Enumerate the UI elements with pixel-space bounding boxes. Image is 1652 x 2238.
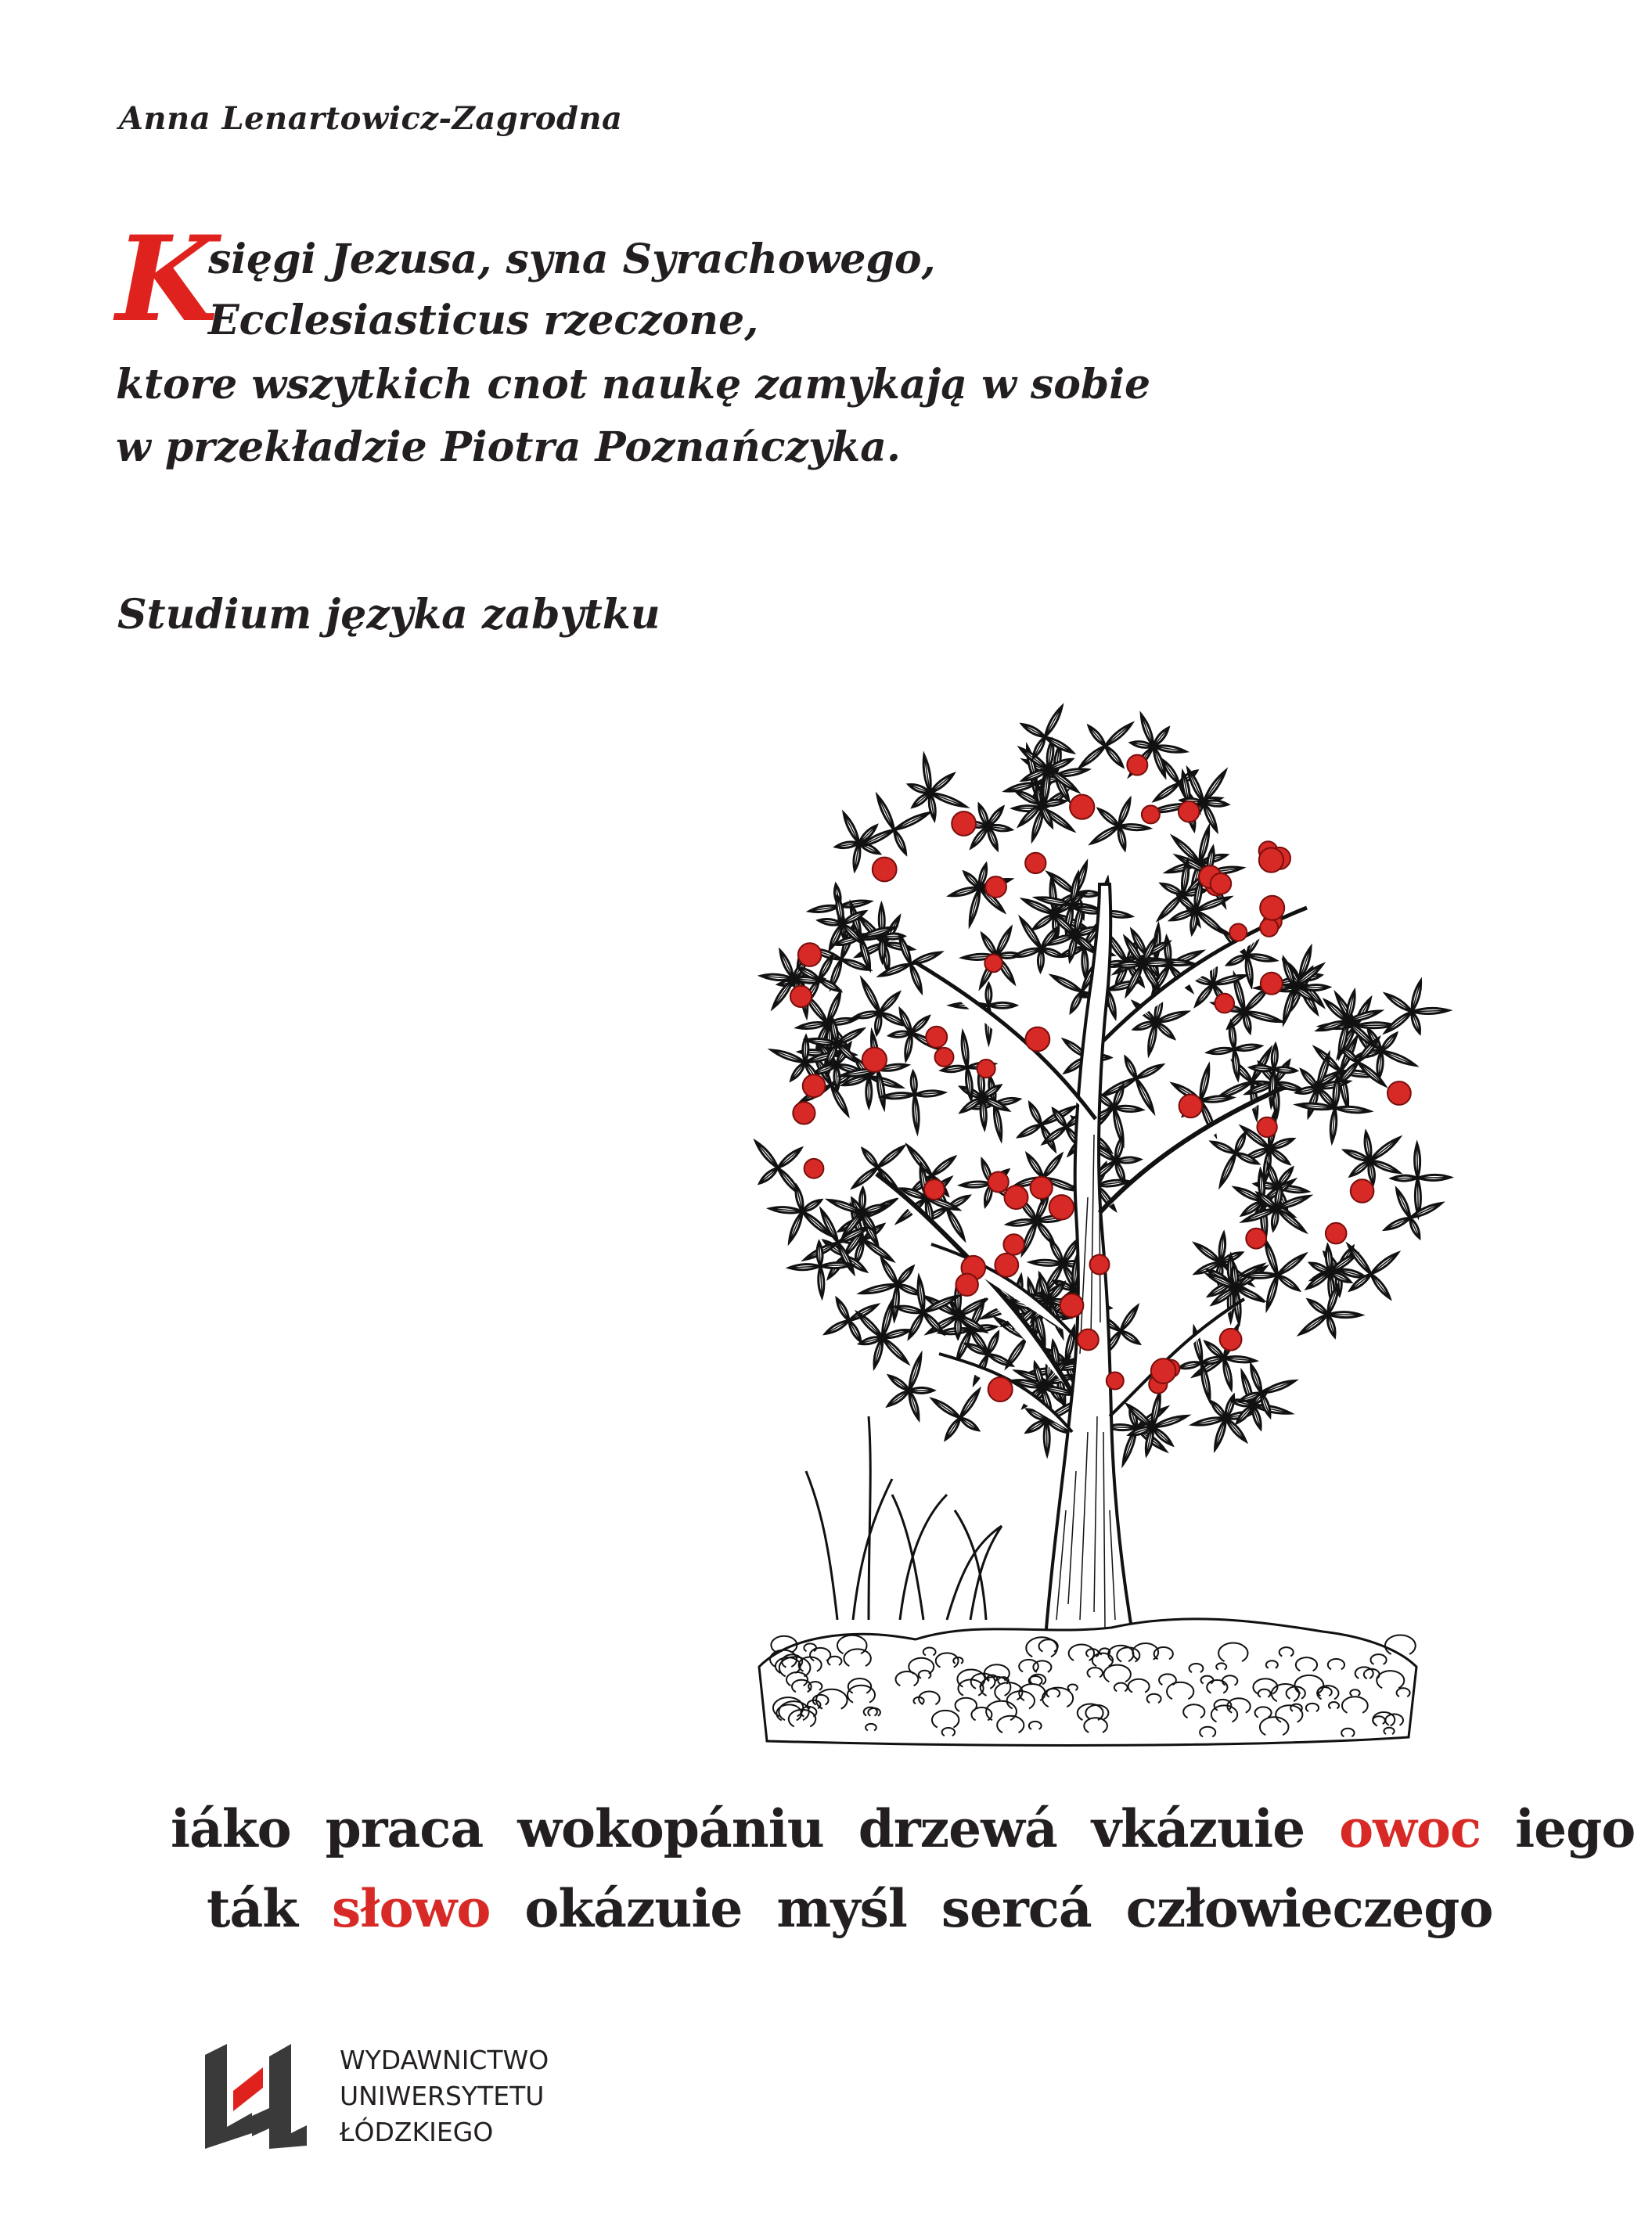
subtitle: Studium języka zabytku [117, 591, 660, 639]
verse-word: ták [207, 1878, 297, 1939]
verse-word: iáko [171, 1798, 291, 1859]
title-dropcap: K [116, 210, 218, 348]
verse-word: wokopániu [517, 1798, 824, 1859]
verse-line-2 [207, 1878, 1493, 1939]
verse-line-1 [171, 1798, 1636, 1859]
publisher-line-3: ŁÓDZKIEGO [340, 2117, 494, 2147]
title-line-2: Ecclesiasticus rzeczone, [208, 297, 759, 344]
verse-word: okázuie [524, 1878, 743, 1939]
woodcut-tree-illustration [743, 649, 1424, 1753]
verse-word-highlighted: owoc [1339, 1798, 1481, 1859]
verse-word-highlighted: słowo [331, 1878, 491, 1939]
ground-mound [759, 1619, 1416, 1746]
verse-word: vkázuie [1091, 1798, 1305, 1859]
title-rest [116, 354, 1150, 479]
title-line-3: ktore wszytkich cnot naukę zamykają w sobie [116, 361, 1151, 408]
verse-word: myśl [776, 1878, 907, 1939]
verse-word: iego [1515, 1798, 1636, 1859]
publisher-line-1: WYDAWNICTWO [340, 2045, 549, 2075]
title-line-4: w przekładzie Piotra Poznańczyka. [116, 423, 902, 471]
author-name: Anna Lenartowicz-Zagrodna [119, 100, 623, 137]
publisher-logo-icon [205, 2041, 307, 2149]
verse-word: sercá [941, 1878, 1092, 1939]
verse-word: drzewá [858, 1798, 1057, 1859]
title-line-1: sięgi Jezusa, syna Syrachowego, [208, 236, 936, 283]
verse-word: człowieczego [1125, 1878, 1493, 1939]
publisher-line-2: UNIWERSYTETU [340, 2081, 545, 2111]
publisher-name [340, 2042, 549, 2150]
book-title [116, 210, 1368, 471]
grass-tufts [806, 1416, 1002, 1620]
verse-word: praca [325, 1798, 484, 1859]
title-dropcap-block [116, 210, 1368, 358]
